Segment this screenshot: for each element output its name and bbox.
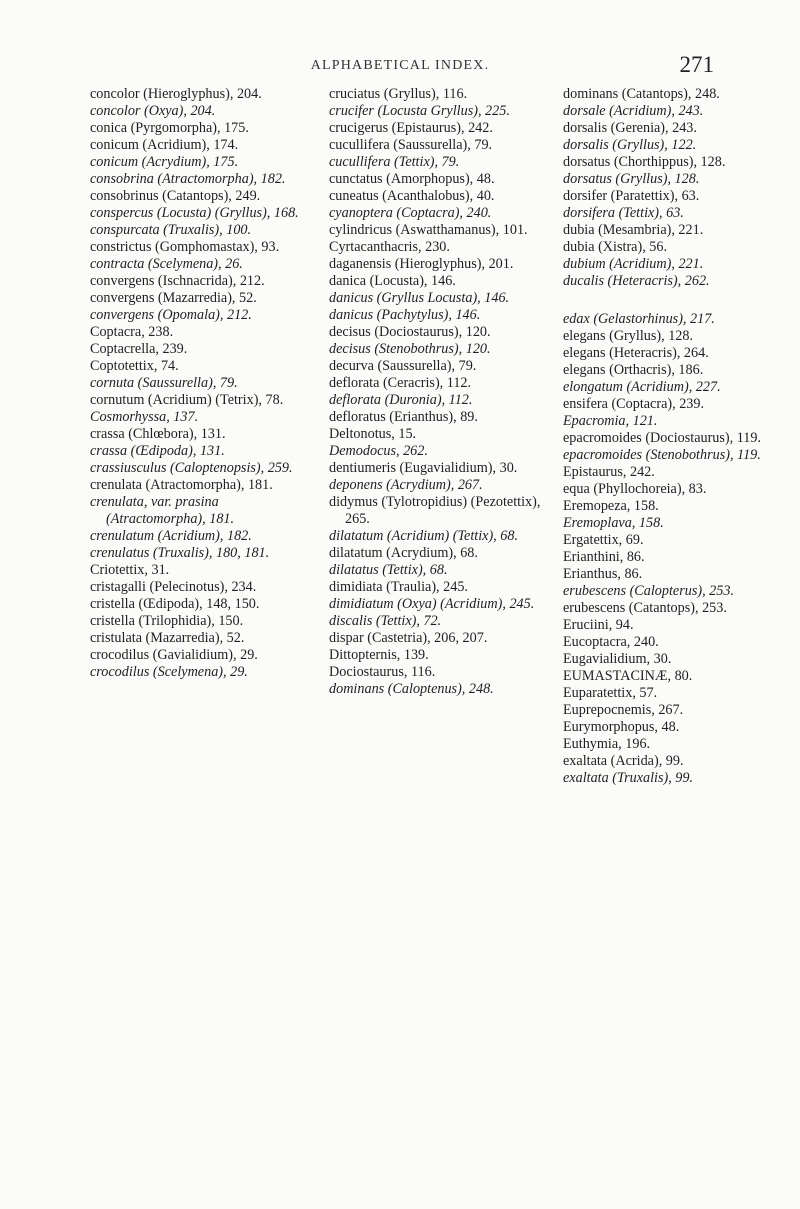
index-entry: dorsale (Acridium), 243. <box>563 103 704 119</box>
index-entry: constrictus (Gomphomastax), 93. <box>90 239 280 255</box>
index-entry: Euthymia, 196. <box>563 736 651 752</box>
index-entry: dorsatus (Chorthippus), 128. <box>563 154 726 170</box>
index-entry: convergens (Ischnacrida), 212. <box>90 273 265 289</box>
index-entry: defloratus (Erianthus), 89. <box>329 409 478 425</box>
index-entry: elegans (Orthacris), 186. <box>563 362 704 378</box>
index-entry: Coptotettix, 74. <box>90 358 179 374</box>
index-entry: didymus (Tylotropidius) (Pezotettix), 265. <box>329 494 541 527</box>
index-entry: Dittopternis, 139. <box>329 647 429 663</box>
index-entry: dorsatus (Gryllus), 128. <box>563 171 700 187</box>
index-entry: Eruciini, 94. <box>563 617 634 633</box>
index-entry: cyanoptera (Coptacra), 240. <box>329 205 492 221</box>
index-entry: dispar (Castetria), 206, 207. <box>329 630 488 646</box>
index-entry: ducalis (Heteracris), 262. <box>563 273 710 289</box>
index-entry: decisus (Stenobothrus), 120. <box>329 341 491 357</box>
index-entry: crucifer (Locusta Gryllus), 225. <box>329 103 510 119</box>
index-entry: Criotettix, 31. <box>90 562 170 578</box>
index-entry: deponens (Acrydium), 267. <box>329 477 483 493</box>
index-entry: Demodocus, 262. <box>329 443 428 459</box>
index-entry: Erianthini, 86. <box>563 549 645 565</box>
index-entry: dilatatum (Acrydium), 68. <box>329 545 478 561</box>
index-entry: cucullifera (Tettix), 79. <box>329 154 460 170</box>
page-header <box>0 52 800 82</box>
index-entry: cruciatus (Gryllus), 116. <box>329 86 468 102</box>
index-entry: dubia (Xistra), 56. <box>563 239 668 255</box>
index-entry: dubia (Mesambria), 221. <box>563 222 704 238</box>
index-entry: convergens (Mazarredia), 52. <box>90 290 257 306</box>
index-entry: exaltata (Acrida), 99. <box>563 753 684 769</box>
index-entry: cuneatus (Acanthalobus), 40. <box>329 188 495 204</box>
index-entry: ensifera (Coptacra), 239. <box>563 396 705 412</box>
index-entry: discalis (Tettix), 72. <box>329 613 442 629</box>
running-title: ALPHABETICAL INDEX. <box>310 58 490 73</box>
index-entry: crenulata, var. prasina (Atractomorpha), 181. <box>90 494 235 527</box>
index-entry: cornuta (Saussurella), 79. <box>90 375 238 391</box>
index-entry: exaltata (Truxalis), 99. <box>563 770 694 786</box>
index-entry: consobrina (Atractomorpha), 182. <box>90 171 286 187</box>
index-entry: elongatum (Acridium), 227. <box>563 379 721 395</box>
index-entry: danica (Locusta), 146. <box>329 273 456 289</box>
index-column-1 <box>90 86 305 681</box>
index-entry: crenulata (Atractomorpha), 181. <box>90 477 273 493</box>
index-entry: dilatatum (Acridium) (Tettix), 68. <box>329 528 519 544</box>
index-entry: edax (Gelastorhinus), 217. <box>563 311 715 327</box>
index-entry: EUMASTACINÆ, 80. <box>563 668 693 684</box>
index-entry: decurva (Saussurella), 79. <box>329 358 477 374</box>
index-entry: crocodilus (Gavialidium), 29. <box>90 647 258 663</box>
index-entry: Coptacrella, 239. <box>90 341 188 357</box>
index-entry: Euprepocnemis, 267. <box>563 702 684 718</box>
index-entry: epacromoides (Stenobothrus), 119. <box>563 447 761 463</box>
index-entry: Ergatettix, 69. <box>563 532 644 548</box>
index-entry: Epistaurus, 242. <box>563 464 655 480</box>
index-entry: dubium (Acridium), 221. <box>563 256 704 272</box>
index-entry: Eurymorphopus, 48. <box>563 719 680 735</box>
index-entry: crassa (Chlœbora), 131. <box>90 426 226 442</box>
index-entry: crocodilus (Scelymena), 29. <box>90 664 248 680</box>
index-entry: dentiumeris (Eugavialidium), 30. <box>329 460 518 476</box>
index-entry: conspurcata (Truxalis), 100. <box>90 222 252 238</box>
index-entry: cucullifera (Saussurella), 79. <box>329 137 493 153</box>
index-entry: conica (Pyrgomorpha), 175. <box>90 120 249 136</box>
index-entry: Eucoptacra, 240. <box>563 634 659 650</box>
index-entry: danicus (Pachytylus), 146. <box>329 307 481 323</box>
index-entry: dorsifera (Tettix), 63. <box>563 205 684 221</box>
index-entry: conicum (Acrydium), 175. <box>90 154 239 170</box>
index-entry: concolor (Oxya), 204. <box>90 103 216 119</box>
index-entry: dorsalis (Gerenia), 243. <box>563 120 697 136</box>
index-entry: dimidiata (Traulia), 245. <box>329 579 468 595</box>
index-entry: dorsalis (Gryllus), 122. <box>563 137 697 153</box>
index-column-3 <box>563 86 778 787</box>
index-entry: conicum (Acridium), 174. <box>90 137 239 153</box>
index-entry: consobrinus (Catantops), 249. <box>90 188 261 204</box>
index-entry: dilatatus (Tettix), 68. <box>329 562 448 578</box>
index-entry: equa (Phyllochoreia), 83. <box>563 481 707 497</box>
index-entry: dorsifer (Paratettix), 63. <box>563 188 700 204</box>
index-entry: dominans (Caloptenus), 248. <box>329 681 494 697</box>
index-entry: erubescens (Catantops), 253. <box>563 600 727 616</box>
index-entry: concolor (Hieroglyphus), 204. <box>90 86 262 102</box>
index-column-2 <box>329 86 544 698</box>
index-entry: deflorata (Duronia), 112. <box>329 392 473 408</box>
index-entry: Epacromia, 121. <box>563 413 658 429</box>
index-entry: crucigerus (Epistaurus), 242. <box>329 120 493 136</box>
index-entry: cristulata (Mazarredia), 52. <box>90 630 245 646</box>
index-entry: crenulatum (Acridium), 182. <box>90 528 252 544</box>
index-entry: crassa (Œdipoda), 131. <box>90 443 225 459</box>
index-entry: conspercus (Locusta) (Gryllus), 168. <box>90 205 299 221</box>
index-entry: danicus (Gryllus Locusta), 146. <box>329 290 510 306</box>
index-entry: cristella (Trilophidia), 150. <box>90 613 244 629</box>
index-entry: Cyrtacanthacris, 230. <box>329 239 450 255</box>
index-entry: Cosmorhyssa, 137. <box>90 409 199 425</box>
index-entry: cristella (Œdipoda), 148, 150. <box>90 596 260 612</box>
index-entry: Erianthus, 86. <box>563 566 643 582</box>
page-number: 271 <box>679 52 714 77</box>
index-entry: convergens (Opomala), 212. <box>90 307 252 323</box>
index-entry: erubescens (Calopterus), 253. <box>563 583 735 599</box>
index-entry: elegans (Gryllus), 128. <box>563 328 694 344</box>
index-entry: Dociostaurus, 116. <box>329 664 436 680</box>
index-entry: crassiusculus (Caloptenopsis), 259. <box>90 460 293 476</box>
index-entry: Coptacra, 238. <box>90 324 174 340</box>
index-entry: Eugavialidium, 30. <box>563 651 672 667</box>
index-entry: Euparatettix, 57. <box>563 685 658 701</box>
index-entry: cunctatus (Amorphopus), 48. <box>329 171 495 187</box>
index-entry: Eremopeza, 158. <box>563 498 659 514</box>
index-entry: elegans (Heteracris), 264. <box>563 345 709 361</box>
index-entry: Eremoplava, 158. <box>563 515 664 531</box>
index-entry: dimidiatum (Oxya) (Acridium), 245. <box>329 596 535 612</box>
index-entry: daganensis (Hieroglyphus), 201. <box>329 256 514 272</box>
index-entry: cornutum (Acridium) (Tetrix), 78. <box>90 392 284 408</box>
index-entry: dominans (Catantops), 248. <box>563 86 720 102</box>
index-entry: cristagalli (Pelecinotus), 234. <box>90 579 257 595</box>
index-entry: Deltonotus, 15. <box>329 426 417 442</box>
index-entry: deflorata (Ceracris), 112. <box>329 375 472 391</box>
index-entry: cylindricus (Aswatthamanus), 101. <box>329 222 528 238</box>
index-entry: decisus (Dociostaurus), 120. <box>329 324 491 340</box>
index-entry: contracta (Scelymena), 26. <box>90 256 243 272</box>
index-entry: crenulatus (Truxalis), 180, 181. <box>90 545 270 561</box>
index-entry: epacromoides (Dociostaurus), 119. <box>563 430 762 446</box>
